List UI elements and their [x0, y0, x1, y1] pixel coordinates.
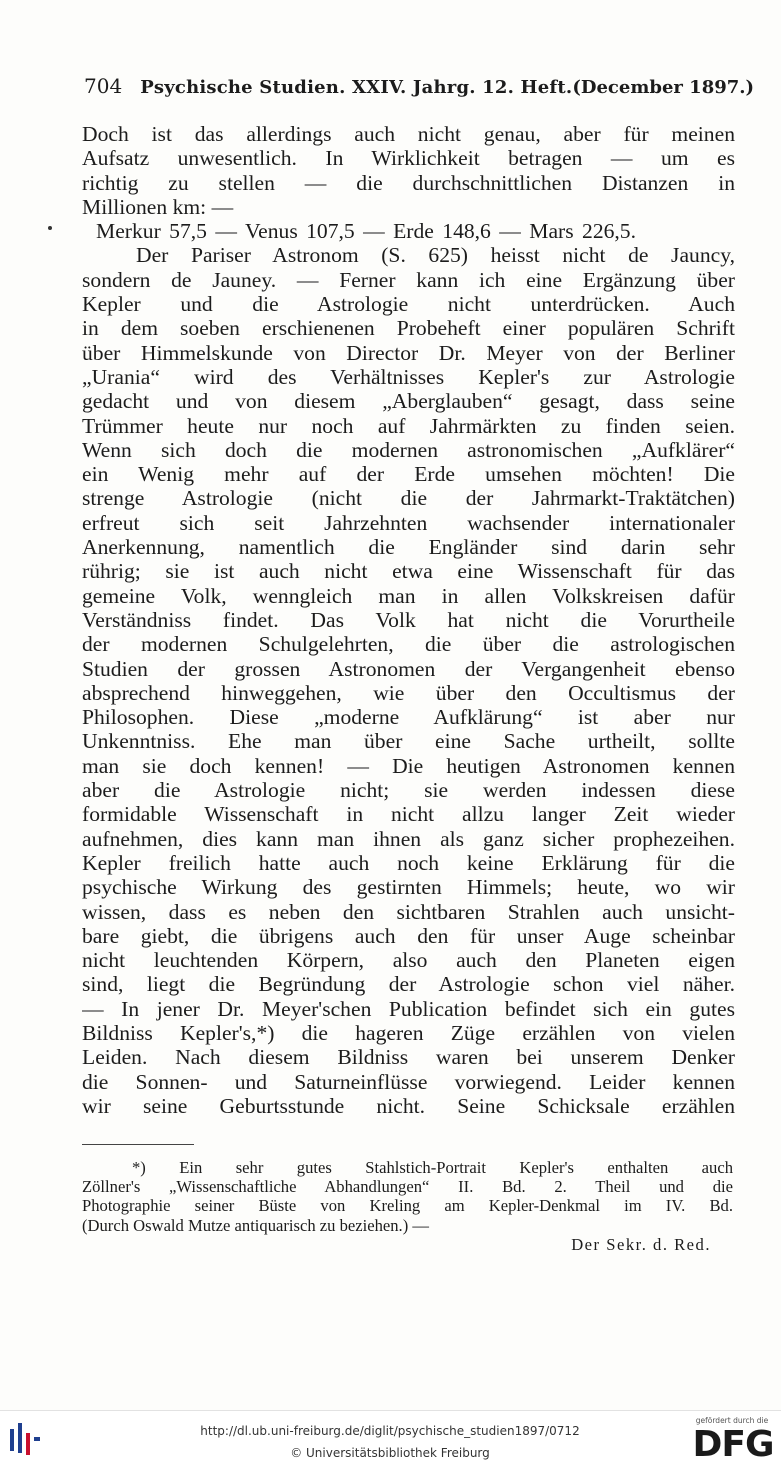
body-line: sondern de Jauney. — Ferner kann ich eine Ergänzung über	[82, 267, 735, 292]
body-line: gemeine Volk, wenngleich man in allen Volkskreisen dafür	[82, 583, 735, 608]
body-text	[82, 122, 735, 1118]
body-line: absprechend hinweggehen, wie über den Occultismus der	[82, 680, 735, 705]
body-line: gedacht und von diesem „Aberglauben“ gesagt, dass seine	[82, 389, 735, 414]
body-line: — In jener Dr. Meyer'schen Publication befindet sich ein gutes	[82, 996, 735, 1021]
footnote-line: *) Ein sehr gutes Stahlstich-Portrait Kepler's enthalten auch	[132, 1158, 733, 1177]
body-line: rührig; sie ist auch nicht etwa eine Wissenschaft für das	[82, 559, 735, 584]
editor-signature: Der Sekr. d. Red.	[571, 1234, 711, 1254]
body-line: wir seine Geburtsstunde nicht. Seine Schicksale erzählen	[82, 1093, 735, 1118]
body-line: Philosophen. Diese „moderne Aufklärung“ ist aber nur	[82, 705, 735, 730]
footnote-line: (Durch Oswald Mutze antiquarisch zu beziehen.) —	[82, 1215, 429, 1235]
body-line: Doch ist das allerdings auch nicht genau, aber für meinen	[82, 122, 735, 146]
running-header	[84, 74, 755, 104]
footnote-line: Photographie seiner Büste von Kreling am Kepler-Denkmal im IV. Bd.	[82, 1196, 733, 1216]
body-line: Trümmer heute nur noch auf Jahrmärkten zu finden seien.	[82, 413, 735, 438]
body-line: wissen, dass es neben den sichtbaren Strahlen auch unsicht-	[82, 899, 735, 924]
body-line: Merkur 57,5 — Venus 107,5 — Erde 148,6 — Mars 226,5.	[96, 219, 637, 244]
footnote-rule	[82, 1144, 194, 1145]
body-line: Studien der grossen Astronomen der Vergangenheit ebenso	[82, 656, 735, 681]
body-line: Kepler und die Astrologie nicht unterdrücken. Auch	[82, 292, 735, 317]
body-line: Wenn sich doch die modernen astronomischen „Aufklärer“	[82, 437, 735, 462]
body-line: Millionen km: —	[82, 194, 234, 219]
body-line: nicht leuchtenden Körpern, also auch den Planeten eigen	[82, 948, 735, 973]
journal-title: Psychische Studien. XXIV. Jahrg. 12. Heft.	[140, 77, 573, 98]
body-line: Bildniss Kepler's,*) die hageren Züge erzählen von vielen	[82, 1020, 735, 1045]
dfg-caption: gefördert durch die	[695, 1416, 769, 1425]
margin-dot	[48, 226, 52, 230]
footnote-lines	[82, 1158, 733, 1235]
issue-date: (December 1897.)	[572, 77, 755, 98]
body-line: bare giebt, die übrigens auch den für unser Auge scheinbar	[82, 923, 735, 948]
body-line: Anerkennung, namentlich die Engländer sind darin sehr	[82, 535, 735, 560]
footnote-line: Zöllner's „Wissenschaftliche Abhandlungen“ II. Bd. 2. Theil und die	[82, 1177, 733, 1197]
body-line: formidable Wissenschaft in nicht allzu langer Zeit wieder	[82, 802, 735, 827]
body-line: sind, liegt die Begründung der Astrologie schon viel näher.	[82, 972, 735, 997]
viewer-footer-bar	[0, 1410, 781, 1469]
body-line: man sie doch kennen! — Die heutigen Astronomen kennen	[82, 753, 735, 778]
body-line: aber die Astrologie nicht; sie werden indessen diese	[82, 778, 735, 803]
body-line: strenge Astrologie (nicht die der Jahrmarkt-Traktätchen)	[82, 486, 735, 511]
library-logo-icon	[8, 1419, 44, 1459]
body-line: Unkenntniss. Ehe man über eine Sache urtheilt, sollte	[82, 729, 735, 754]
body-line: psychische Wirkung des gestirnten Himmels; heute, wo wir	[82, 875, 735, 900]
body-line: über Himmelskunde von Director Dr. Meyer von der Berliner	[82, 340, 735, 365]
body-line: der modernen Schulgelehrten, die über die astrologischen	[82, 632, 735, 657]
permalink-url[interactable]: http://dl.ub.uni-freiburg.de/diglit/psychische_studien1897/0712	[200, 1424, 580, 1438]
body-line: Der Pariser Astronom (S. 625) heisst nicht de Jauncy,	[136, 243, 735, 268]
body-line: richtig zu stellen — die durchschnittlichen Distanzen in	[82, 170, 735, 195]
body-line: erfreut sich seit Jahrzehnten wachsender internationaler	[82, 510, 735, 535]
dfg-logo: DFG	[692, 1424, 774, 1465]
copyright-notice: © Universitätsbibliothek Freiburg	[290, 1446, 490, 1460]
body-line: in dem soeben erschienenen Probeheft einer populären Schrift	[82, 316, 735, 341]
page-number: 704	[84, 74, 123, 98]
body-line: „Urania“ wird des Verhältnisses Kepler's zur Astrologie	[82, 364, 735, 389]
body-line: aufnehmen, dies kann man ihnen als ganz sicher prophezeihen.	[82, 826, 735, 851]
body-line: ein Wenig mehr auf der Erde umsehen möchten! Die	[82, 462, 735, 487]
body-line: Kepler freilich hatte auch noch keine Erklärung für die	[82, 850, 735, 875]
body-line: Leiden. Nach diesem Bildniss waren bei unserem Denker	[82, 1045, 735, 1070]
footnote	[82, 1158, 733, 1255]
body-line: Verständniss findet. Das Volk hat nicht die Vorurtheile	[82, 607, 735, 632]
body-line: die Sonnen- und Saturneinflüsse vorwiegend. Leider kennen	[82, 1069, 735, 1094]
body-line: Aufsatz unwesentlich. In Wirklichkeit betragen — um es	[82, 146, 735, 171]
